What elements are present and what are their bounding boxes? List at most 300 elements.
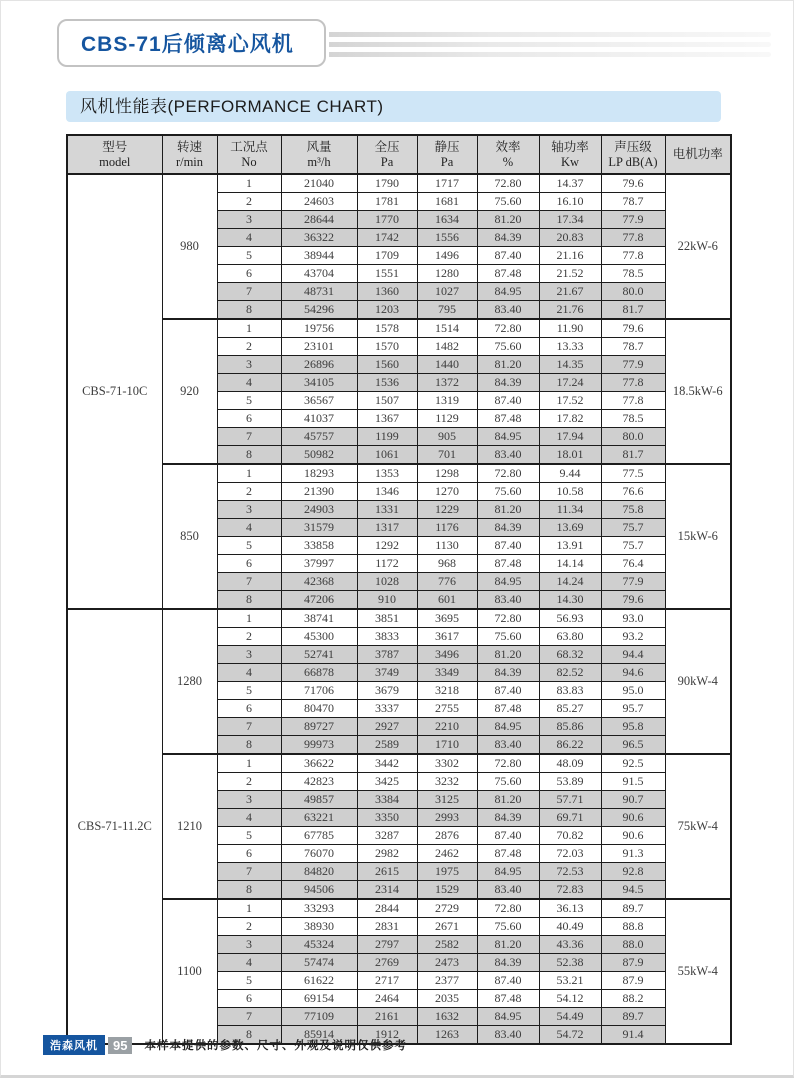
- data-cell: 76.4: [601, 555, 665, 573]
- data-cell: 61622: [281, 972, 357, 990]
- data-cell: 85.27: [539, 700, 601, 718]
- data-cell: 3349: [417, 664, 477, 682]
- data-cell: 84.39: [477, 229, 539, 247]
- data-cell: 4: [217, 229, 281, 247]
- data-cell: 50982: [281, 446, 357, 465]
- data-cell: 17.52: [539, 392, 601, 410]
- data-cell: 91.3: [601, 845, 665, 863]
- data-cell: 1: [217, 754, 281, 773]
- data-cell: 94.4: [601, 646, 665, 664]
- data-cell: 7: [217, 428, 281, 446]
- data-cell: 14.35: [539, 356, 601, 374]
- data-cell: 83.40: [477, 736, 539, 755]
- data-cell: 81.20: [477, 791, 539, 809]
- data-cell: 6: [217, 845, 281, 863]
- data-cell: 8: [217, 446, 281, 465]
- data-cell: 6: [217, 265, 281, 283]
- motor-power-cell: 22kW-6: [665, 174, 731, 319]
- data-cell: 2589: [357, 736, 417, 755]
- data-cell: 968: [417, 555, 477, 573]
- data-cell: 14.30: [539, 591, 601, 610]
- data-cell: 8: [217, 881, 281, 900]
- data-cell: 905: [417, 428, 477, 446]
- data-cell: 701: [417, 446, 477, 465]
- column-header-name: 声压级: [614, 139, 652, 154]
- data-cell: 1027: [417, 283, 477, 301]
- data-cell: 23101: [281, 338, 357, 356]
- data-cell: 72.03: [539, 845, 601, 863]
- data-cell: 75.60: [477, 338, 539, 356]
- data-cell: 2982: [357, 845, 417, 863]
- data-cell: 10.58: [539, 483, 601, 501]
- column-header: [217, 135, 281, 174]
- data-cell: 1172: [357, 555, 417, 573]
- data-cell: 6: [217, 555, 281, 573]
- data-cell: 85914: [281, 1026, 357, 1045]
- data-cell: 7: [217, 573, 281, 591]
- data-cell: 87.40: [477, 972, 539, 990]
- data-cell: 54296: [281, 301, 357, 320]
- data-cell: 93.2: [601, 628, 665, 646]
- data-cell: 72.80: [477, 754, 539, 773]
- data-cell: 36.13: [539, 899, 601, 918]
- data-cell: 88.8: [601, 918, 665, 936]
- data-cell: 14.37: [539, 174, 601, 193]
- data-cell: 3: [217, 791, 281, 809]
- data-cell: 84.39: [477, 519, 539, 537]
- section-title-band: [66, 91, 721, 122]
- data-cell: 90.7: [601, 791, 665, 809]
- footer-note: 本样本提供的参数、尺寸、外观及说明仅供参考: [144, 1040, 407, 1052]
- data-cell: 3: [217, 211, 281, 229]
- data-cell: 1496: [417, 247, 477, 265]
- data-cell: 42823: [281, 773, 357, 791]
- data-cell: 3679: [357, 682, 417, 700]
- speed-cell: 1280: [162, 609, 217, 754]
- data-cell: 1130: [417, 537, 477, 555]
- data-cell: 2582: [417, 936, 477, 954]
- data-cell: 2: [217, 773, 281, 791]
- data-cell: 18293: [281, 464, 357, 483]
- motor-power-cell: 55kW-4: [665, 899, 731, 1044]
- data-cell: 87.48: [477, 265, 539, 283]
- data-cell: 92.8: [601, 863, 665, 881]
- data-cell: 2615: [357, 863, 417, 881]
- data-cell: 1556: [417, 229, 477, 247]
- data-cell: 24603: [281, 193, 357, 211]
- data-cell: 3287: [357, 827, 417, 845]
- data-cell: 1317: [357, 519, 417, 537]
- data-cell: 48.09: [539, 754, 601, 773]
- motor-power-cell: 18.5kW-6: [665, 319, 731, 464]
- data-cell: 72.80: [477, 899, 539, 918]
- data-cell: 2755: [417, 700, 477, 718]
- data-cell: 3350: [357, 809, 417, 827]
- data-cell: 71706: [281, 682, 357, 700]
- data-cell: 2671: [417, 918, 477, 936]
- data-cell: 89.7: [601, 1008, 665, 1026]
- data-cell: 67785: [281, 827, 357, 845]
- data-cell: 4: [217, 809, 281, 827]
- data-cell: 75.7: [601, 537, 665, 555]
- data-cell: 5: [217, 972, 281, 990]
- data-cell: 81.20: [477, 646, 539, 664]
- data-cell: 43.36: [539, 936, 601, 954]
- data-cell: 20.83: [539, 229, 601, 247]
- column-header: [281, 135, 357, 174]
- column-header-name: 型号: [102, 139, 128, 154]
- data-cell: 2377: [417, 972, 477, 990]
- data-cell: 2: [217, 193, 281, 211]
- speed-cell: 980: [162, 174, 217, 319]
- data-cell: 53.89: [539, 773, 601, 791]
- table-row: [67, 464, 731, 483]
- page-title-box: [57, 19, 326, 67]
- data-cell: 95.0: [601, 682, 665, 700]
- data-cell: 83.40: [477, 591, 539, 610]
- data-cell: 33858: [281, 537, 357, 555]
- data-cell: 42368: [281, 573, 357, 591]
- data-cell: 87.48: [477, 990, 539, 1008]
- data-cell: 7: [217, 1008, 281, 1026]
- data-cell: 75.60: [477, 628, 539, 646]
- column-header-unit: No: [241, 154, 257, 169]
- data-cell: 7: [217, 718, 281, 736]
- data-cell: 1319: [417, 392, 477, 410]
- data-cell: 77.8: [601, 374, 665, 392]
- data-cell: 69.71: [539, 809, 601, 827]
- data-cell: 56.93: [539, 609, 601, 628]
- data-cell: 14.14: [539, 555, 601, 573]
- data-cell: 84.95: [477, 1008, 539, 1026]
- data-cell: 90.6: [601, 827, 665, 845]
- data-cell: 2: [217, 483, 281, 501]
- data-cell: 95.8: [601, 718, 665, 736]
- data-cell: 38741: [281, 609, 357, 628]
- data-cell: 5: [217, 537, 281, 555]
- data-cell: 34105: [281, 374, 357, 392]
- column-header: [67, 135, 162, 174]
- data-cell: 87.40: [477, 682, 539, 700]
- data-cell: 78.5: [601, 265, 665, 283]
- data-cell: 70.82: [539, 827, 601, 845]
- data-cell: 21.67: [539, 283, 601, 301]
- data-cell: 1710: [417, 736, 477, 755]
- data-cell: 4: [217, 374, 281, 392]
- data-cell: 21.16: [539, 247, 601, 265]
- data-cell: 1229: [417, 501, 477, 519]
- data-cell: 63.80: [539, 628, 601, 646]
- data-cell: 78.5: [601, 410, 665, 428]
- data-cell: 1551: [357, 265, 417, 283]
- data-cell: 18.01: [539, 446, 601, 465]
- data-cell: 2161: [357, 1008, 417, 1026]
- data-cell: 77.5: [601, 464, 665, 483]
- data-cell: 90.6: [601, 809, 665, 827]
- data-cell: 2462: [417, 845, 477, 863]
- data-cell: 1507: [357, 392, 417, 410]
- data-cell: 84820: [281, 863, 357, 881]
- data-cell: 1536: [357, 374, 417, 392]
- data-cell: 89.7: [601, 899, 665, 918]
- data-cell: 83.40: [477, 446, 539, 465]
- data-cell: 8: [217, 736, 281, 755]
- header-row: [67, 135, 731, 174]
- data-cell: 83.40: [477, 881, 539, 900]
- data-cell: 2769: [357, 954, 417, 972]
- data-cell: 83.40: [477, 301, 539, 320]
- data-cell: 48731: [281, 283, 357, 301]
- data-cell: 52741: [281, 646, 357, 664]
- page-footer: [43, 1035, 407, 1055]
- column-header-unit: m³/h: [307, 154, 331, 169]
- data-cell: 3337: [357, 700, 417, 718]
- data-cell: 2831: [357, 918, 417, 936]
- data-cell: 93.0: [601, 609, 665, 628]
- data-cell: 80.0: [601, 428, 665, 446]
- data-cell: 37997: [281, 555, 357, 573]
- data-cell: 72.80: [477, 609, 539, 628]
- data-cell: 1570: [357, 338, 417, 356]
- column-header-name: 效率: [495, 139, 521, 154]
- data-cell: 81.7: [601, 301, 665, 320]
- data-cell: 14.24: [539, 573, 601, 591]
- column-header-name: 电机功率: [672, 147, 723, 161]
- data-cell: 91.5: [601, 773, 665, 791]
- data-cell: 21390: [281, 483, 357, 501]
- data-cell: 17.24: [539, 374, 601, 392]
- column-header: [477, 135, 539, 174]
- data-cell: 84.39: [477, 954, 539, 972]
- page-title: CBS-71后倾离心风机: [81, 33, 294, 56]
- data-cell: 910: [357, 591, 417, 610]
- page-number-badge: 95: [108, 1037, 132, 1054]
- table-row: [67, 899, 731, 918]
- data-cell: 1: [217, 319, 281, 338]
- column-header: [539, 135, 601, 174]
- data-cell: 75.60: [477, 773, 539, 791]
- data-cell: 1331: [357, 501, 417, 519]
- column-header-unit: Pa: [440, 154, 454, 169]
- data-cell: 2464: [357, 990, 417, 1008]
- data-cell: 13.33: [539, 338, 601, 356]
- data-cell: 16.10: [539, 193, 601, 211]
- data-cell: 79.6: [601, 319, 665, 338]
- data-cell: 3617: [417, 628, 477, 646]
- data-cell: 1353: [357, 464, 417, 483]
- data-cell: 2: [217, 628, 281, 646]
- data-cell: 87.40: [477, 247, 539, 265]
- data-cell: 75.60: [477, 918, 539, 936]
- table-row: [67, 174, 731, 193]
- data-cell: 84.39: [477, 809, 539, 827]
- data-cell: 5: [217, 247, 281, 265]
- data-cell: 2: [217, 918, 281, 936]
- data-cell: 3787: [357, 646, 417, 664]
- data-cell: 1560: [357, 356, 417, 374]
- data-cell: 3218: [417, 682, 477, 700]
- data-cell: 2729: [417, 899, 477, 918]
- data-cell: 3232: [417, 773, 477, 791]
- data-cell: 2876: [417, 827, 477, 845]
- column-header-name: 工况点: [230, 139, 268, 154]
- data-cell: 88.0: [601, 936, 665, 954]
- data-cell: 1: [217, 609, 281, 628]
- data-cell: 77.8: [601, 229, 665, 247]
- data-cell: 79.6: [601, 591, 665, 610]
- column-header-name: 转速: [176, 139, 202, 154]
- data-cell: 1129: [417, 410, 477, 428]
- brand-badge: 浩森风机: [43, 1035, 105, 1055]
- data-cell: 87.9: [601, 972, 665, 990]
- column-header: [601, 135, 665, 174]
- data-cell: 2473: [417, 954, 477, 972]
- data-cell: 79.6: [601, 174, 665, 193]
- data-cell: 3: [217, 936, 281, 954]
- data-cell: 77.9: [601, 211, 665, 229]
- data-cell: 87.40: [477, 827, 539, 845]
- data-cell: 86.22: [539, 736, 601, 755]
- data-cell: 3496: [417, 646, 477, 664]
- data-cell: 45757: [281, 428, 357, 446]
- data-cell: 47206: [281, 591, 357, 610]
- data-cell: 77.9: [601, 573, 665, 591]
- page-header: [1, 1, 793, 75]
- data-cell: 38944: [281, 247, 357, 265]
- data-cell: 3833: [357, 628, 417, 646]
- data-cell: 83.83: [539, 682, 601, 700]
- data-cell: 6: [217, 990, 281, 1008]
- data-cell: 84.95: [477, 863, 539, 881]
- data-cell: 1: [217, 174, 281, 193]
- data-cell: 81.20: [477, 501, 539, 519]
- data-cell: 36322: [281, 229, 357, 247]
- data-cell: 87.40: [477, 537, 539, 555]
- data-cell: 45324: [281, 936, 357, 954]
- data-cell: 2035: [417, 990, 477, 1008]
- data-cell: 1514: [417, 319, 477, 338]
- data-cell: 99973: [281, 736, 357, 755]
- data-cell: 21.52: [539, 265, 601, 283]
- data-cell: 17.34: [539, 211, 601, 229]
- data-cell: 1263: [417, 1026, 477, 1045]
- column-header-unit: model: [99, 154, 131, 169]
- data-cell: 54.72: [539, 1026, 601, 1045]
- data-cell: 94.5: [601, 881, 665, 900]
- data-cell: 43704: [281, 265, 357, 283]
- data-cell: 54.49: [539, 1008, 601, 1026]
- data-cell: 6: [217, 410, 281, 428]
- data-cell: 1199: [357, 428, 417, 446]
- data-cell: 1781: [357, 193, 417, 211]
- data-cell: 57474: [281, 954, 357, 972]
- data-cell: 1292: [357, 537, 417, 555]
- data-cell: 88.2: [601, 990, 665, 1008]
- data-cell: 84.39: [477, 374, 539, 392]
- data-cell: 5: [217, 392, 281, 410]
- data-cell: 80470: [281, 700, 357, 718]
- data-cell: 3: [217, 646, 281, 664]
- data-cell: 1061: [357, 446, 417, 465]
- data-cell: 1529: [417, 881, 477, 900]
- data-cell: 19756: [281, 319, 357, 338]
- speed-cell: 920: [162, 319, 217, 464]
- data-cell: 72.83: [539, 881, 601, 900]
- data-cell: 1440: [417, 356, 477, 374]
- data-cell: 82.52: [539, 664, 601, 682]
- data-cell: 54.12: [539, 990, 601, 1008]
- table-row: [67, 609, 731, 628]
- data-cell: 87.9: [601, 954, 665, 972]
- table-row: [67, 754, 731, 773]
- data-cell: 1367: [357, 410, 417, 428]
- data-cell: 52.38: [539, 954, 601, 972]
- data-cell: 89727: [281, 718, 357, 736]
- data-cell: 13.91: [539, 537, 601, 555]
- data-cell: 24903: [281, 501, 357, 519]
- column-header-unit: LP dB(A): [608, 154, 658, 169]
- table-body: [67, 174, 731, 1044]
- data-cell: 45300: [281, 628, 357, 646]
- data-cell: 84.95: [477, 283, 539, 301]
- column-header-unit: %: [502, 154, 514, 169]
- data-cell: 31579: [281, 519, 357, 537]
- data-cell: 81.20: [477, 936, 539, 954]
- data-cell: 49857: [281, 791, 357, 809]
- data-cell: 28644: [281, 211, 357, 229]
- data-cell: 3749: [357, 664, 417, 682]
- data-cell: 1632: [417, 1008, 477, 1026]
- data-cell: 3302: [417, 754, 477, 773]
- data-cell: 84.39: [477, 664, 539, 682]
- data-cell: 94.6: [601, 664, 665, 682]
- data-cell: 1709: [357, 247, 417, 265]
- data-cell: 84.95: [477, 428, 539, 446]
- model-cell: CBS-71-11.2C: [67, 609, 162, 1044]
- column-header: [357, 135, 417, 174]
- data-cell: 36622: [281, 754, 357, 773]
- data-cell: 1360: [357, 283, 417, 301]
- data-cell: 1578: [357, 319, 417, 338]
- data-cell: 75.7: [601, 519, 665, 537]
- data-cell: 3: [217, 501, 281, 519]
- data-cell: 1770: [357, 211, 417, 229]
- data-cell: 1298: [417, 464, 477, 483]
- data-cell: 77.8: [601, 392, 665, 410]
- column-header-name: 轴功率: [551, 139, 589, 154]
- data-cell: 36567: [281, 392, 357, 410]
- data-cell: 80.0: [601, 283, 665, 301]
- data-cell: 776: [417, 573, 477, 591]
- data-cell: 1: [217, 464, 281, 483]
- data-cell: 795: [417, 301, 477, 320]
- column-header: [162, 135, 217, 174]
- data-cell: 4: [217, 954, 281, 972]
- data-cell: 3442: [357, 754, 417, 773]
- data-cell: 1270: [417, 483, 477, 501]
- data-cell: 1372: [417, 374, 477, 392]
- data-cell: 1717: [417, 174, 477, 193]
- data-cell: 81.7: [601, 446, 665, 465]
- section-title: 风机性能表(PERFORMANCE CHART): [80, 97, 384, 116]
- speed-cell: 850: [162, 464, 217, 609]
- data-cell: 76070: [281, 845, 357, 863]
- data-cell: 81.20: [477, 356, 539, 374]
- data-cell: 94506: [281, 881, 357, 900]
- data-cell: 87.48: [477, 845, 539, 863]
- data-cell: 601: [417, 591, 477, 610]
- data-cell: 3851: [357, 609, 417, 628]
